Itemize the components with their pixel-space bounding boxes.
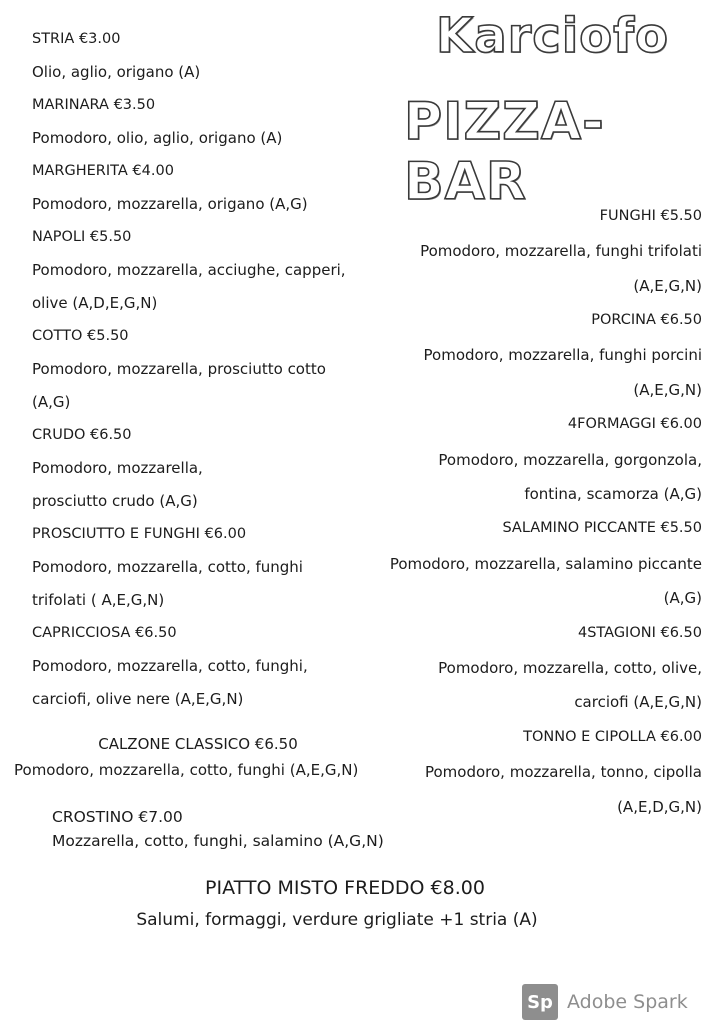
menu-item-name: CALZONE CLASSICO €6.50 (98, 735, 298, 753)
menu-item-desc: Pomodoro, mozzarella, cotto, olive, (438, 659, 702, 677)
menu-item-name: SALAMINO PICCANTE €5.50 (502, 520, 702, 536)
menu-item-desc: Pomodoro, mozzarella, cotto, funghi (32, 558, 303, 576)
menu-item-name: MARGHERITA €4.00 (32, 163, 174, 179)
menu-item-desc: Pomodoro, mozzarella, gorgonzola, (438, 451, 702, 469)
menu-item-name: PIATTO MISTO FREDDO €8.00 (205, 877, 485, 899)
menu-item-name: CROSTINO €7.00 (52, 808, 183, 826)
menu-item-desc: fontina, scamorza (A,G) (524, 485, 702, 503)
menu-item-desc: Pomodoro, mozzarella, origano (A,G) (32, 195, 308, 213)
brand-name: Adobe Spark (567, 991, 688, 1013)
menu-item-desc: (A,G) (663, 589, 702, 607)
menu-item-desc: Mozzarella, cotto, funghi, salamino (A,G,N) (52, 832, 384, 850)
menu-item-desc: Olio, aglio, origano (A) (32, 63, 201, 81)
menu-item-name: PORCINA €6.50 (591, 312, 702, 328)
menu-item-name: NAPOLI €5.50 (32, 229, 132, 245)
menu-item-desc: (A,G) (32, 393, 71, 411)
menu-item-desc: Pomodoro, mozzarella, cotto, funghi (A,E,G,N) (14, 761, 359, 779)
menu-item-desc: (A,E,G,N) (633, 381, 702, 399)
menu-item-desc: (A,E,D,G,N) (617, 798, 702, 816)
menu-item-name: 4STAGIONI €6.50 (578, 625, 702, 641)
menu-item-desc: Pomodoro, mozzarella, funghi porcini (423, 346, 702, 364)
menu-item-desc: Pomodoro, mozzarella, acciughe, capperi, (32, 261, 346, 279)
menu-item-desc: Salumi, formaggi, verdure grigliate +1 stria (A) (136, 910, 538, 930)
menu-item-name: CRUDO €6.50 (32, 427, 132, 443)
menu-item-name: STRIA €3.00 (32, 31, 121, 47)
menu-item-desc: Pomodoro, mozzarella, prosciutto cotto (32, 360, 326, 378)
menu-item-desc: olive (A,D,E,G,N) (32, 294, 158, 312)
menu-item-name: CAPRICCIOSA €6.50 (32, 625, 177, 641)
menu-item-name: PROSCIUTTO E FUNGHI €6.00 (32, 526, 247, 542)
menu-item-desc: Pomodoro, olio, aglio, origano (A) (32, 129, 283, 147)
menu-item-name: 4FORMAGGI €6.00 (567, 416, 702, 432)
menu-item-desc: (A,E,G,N) (633, 277, 702, 295)
restaurant-title: Karciofo (436, 8, 669, 64)
menu-item-desc: Pomodoro, mozzarella, tonno, cipolla (424, 763, 702, 781)
menu-item-desc: trifolati ( A,E,G,N) (32, 591, 165, 609)
spark-logo-icon: Sp (522, 984, 558, 1020)
menu-item-desc: carciofi, olive nere (A,E,G,N) (32, 690, 244, 708)
menu-item-desc: Pomodoro, mozzarella, funghi trifolati (420, 242, 702, 260)
menu-item-desc: prosciutto crudo (A,G) (32, 492, 198, 510)
menu-item-desc: carciofi (A,E,G,N) (574, 693, 702, 711)
menu-item-name: MARINARA €3.50 (32, 97, 156, 113)
menu-item-name: FUNGHI €5.50 (599, 208, 702, 224)
menu-item-desc: Pomodoro, mozzarella, cotto, funghi, (32, 657, 308, 675)
menu-item-desc: Pomodoro, mozzarella, salamino piccante (389, 555, 702, 573)
menu-item-name: TONNO E CIPOLLA €6.00 (523, 729, 702, 745)
restaurant-subtitle: PIZZA-BAR (404, 92, 605, 212)
adobe-spark-badge (522, 984, 688, 1020)
menu-item-name: COTTO €5.50 (32, 328, 129, 344)
menu-item-desc: Pomodoro, mozzarella, (32, 459, 203, 477)
